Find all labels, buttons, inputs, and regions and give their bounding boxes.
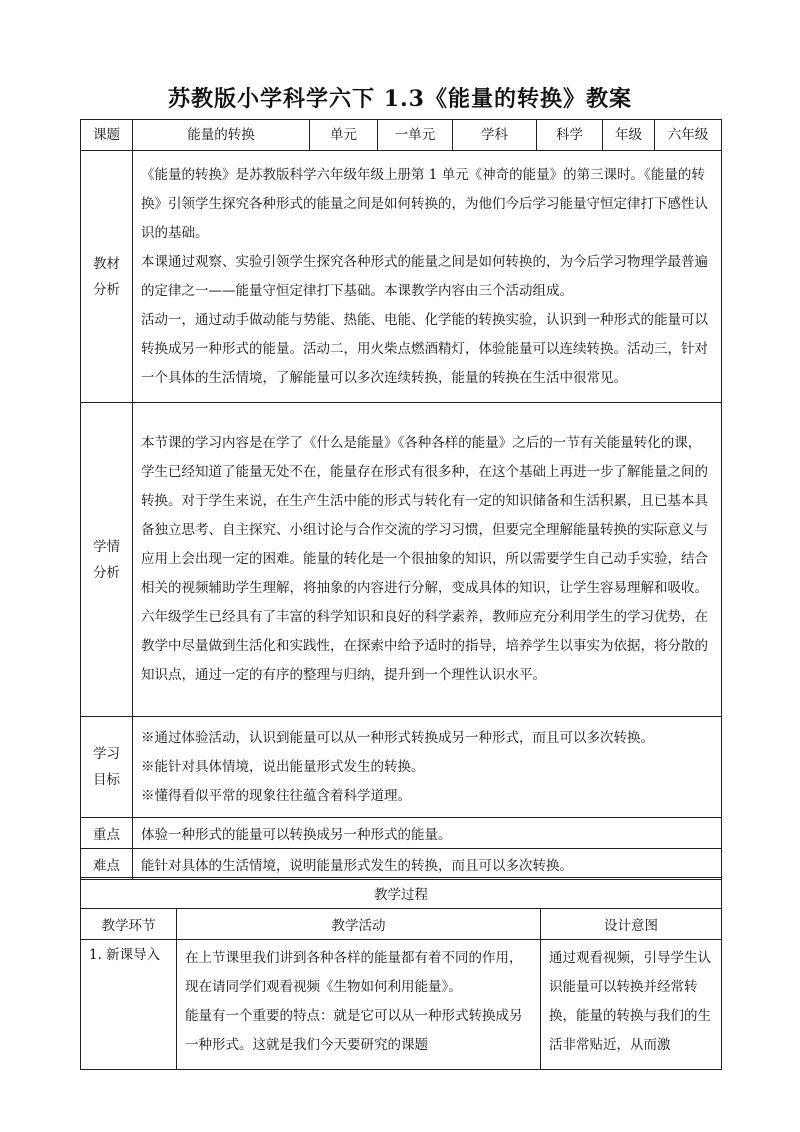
activity-paragraph: 在上节课里我们讲到各种各样的能量都有着不同的作用，现在请同学们观看视频《生物如何利用能量》。: [185, 950, 523, 995]
objective-item: ※懂得看似平常的现象往往蕴含着科学道理。: [141, 787, 411, 804]
process-heading: 教学过程: [81, 878, 722, 909]
material-analysis-content: [133, 151, 722, 403]
student-analysis-label: 学情 分析: [81, 403, 133, 717]
info-row: [81, 120, 722, 151]
grade-value: 六年级: [655, 120, 722, 151]
process-columns-row: [81, 909, 722, 940]
intent-cell: 通过观看视频，引导学生认识能量可以转换并经常转换，能量的转换与我们的生活非常贴近，从而激: [541, 940, 722, 1070]
info-table: [80, 119, 722, 880]
grade-label: 年级: [603, 120, 655, 151]
subject-value: 科学: [537, 120, 603, 151]
objectives-row: [81, 717, 722, 818]
difficulty-row: [81, 849, 722, 880]
column-intent: 设计意图: [541, 909, 722, 940]
material-analysis-row: [81, 151, 722, 403]
difficulty-text: 能针对具体的生活情境，说明能量形式发生的转换，而且可以多次转换。: [133, 849, 722, 880]
course-value: 能量的转换: [133, 120, 310, 151]
objectives-label: 学习 目标: [81, 717, 133, 818]
activity-cell: [177, 940, 541, 1070]
course-label: 课题: [81, 120, 133, 151]
material-paragraph: 《能量的转换》是苏教版科学六年级年级上册第 1 单元《神奇的能量》的第三课时。《能量的转换》引领学生探究各种形式的能量之间是如何转换的，为他们今后学习能量守恒定律打下感性认识的基础。: [141, 166, 708, 241]
activity-paragraph: 能量有一个重要的特点：就是它可以从一种形式转换成另一种形式。这就是我们今天要研究的课题: [185, 1008, 523, 1053]
subject-label: 学科: [453, 120, 537, 151]
objectives-content: [133, 717, 722, 818]
student-analysis-content: [133, 403, 722, 717]
student-analysis-text: 本节课的学习内容是在学了《什么是能量》《各种各样的能量》之后的一节有关能量转化的课，学生已经知道了能量无处不在，能量存在形式有很多种，在这个基础上再进一步了解能量之间的转换。对于学生来说，在生产生活中能的形式与转化有一定的知识储备和生活积累，且已基本具备独立思考、自主探究、小组讨论与合作交流的学习习惯，但要完全理解能量转换的实际意义与应用上会出现一定的困难。能量的转化是一个很抽象的知识，所以需要学生自己动手实验，结合相关的视频辅助学生理解，将抽象的内容进行分解，变成具体的知识，让学生容易理解和吸收。六年级学生已经具有了丰富的科学知识和良好的科学素养，教师应充分利用学生的学习优势，在教学中尽量做到生活化和实践性，在探索中给予适时的指导，培养学生以事实为依据，将分散的知识点，通过一定的有序的整理与归纳，提升到一个理性认识水平。: [141, 435, 708, 683]
unit-value: 一单元: [378, 120, 453, 151]
objective-item: ※通过体验活动，认识到能量可以从一种形式转换成另一种形式，而且可以多次转换。: [141, 729, 654, 746]
objective-item: ※能针对具体情境，说出能量形式发生的转换。: [141, 758, 425, 775]
material-analysis-label: 教材 分析: [81, 151, 133, 403]
table-row: [81, 940, 722, 1070]
unit-label: 单元: [310, 120, 378, 151]
key-point-label: 重点: [81, 818, 133, 849]
stage-cell: 1. 新课导入: [81, 940, 177, 1070]
column-stage: 教学环节: [81, 909, 177, 940]
student-analysis-row: [81, 403, 722, 717]
page-title: 苏教版小学科学六下 1.3《能量的转换》教案: [168, 86, 632, 112]
process-table: [80, 877, 722, 1070]
process-heading-row: [81, 878, 722, 909]
column-activity: 教学活动: [177, 909, 541, 940]
material-paragraph: 活动一，通过动手做动能与势能、热能、电能、化学能的转换实验，认识到一种形式的能量可以转换成另一种形式的能量。活动二，用火柴点燃酒精灯，体验能量可以连续转换。活动三，针对一个具体的生活情境，了解能量可以多次连续转换，能量的转换在生活中很常见。: [141, 311, 708, 386]
key-point-text: 体验一种形式的能量可以转换成另一种形式的能量。: [133, 818, 722, 849]
difficulty-label: 难点: [81, 849, 133, 880]
material-paragraph: 本课通过观察、实验引领学生探究各种形式的能量之间是如何转换的，为今后学习物理学最普遍的定律之一——能量守恒定律打下基础。本课教学内容由三个活动组成。: [141, 253, 708, 299]
key-point-row: [81, 818, 722, 849]
